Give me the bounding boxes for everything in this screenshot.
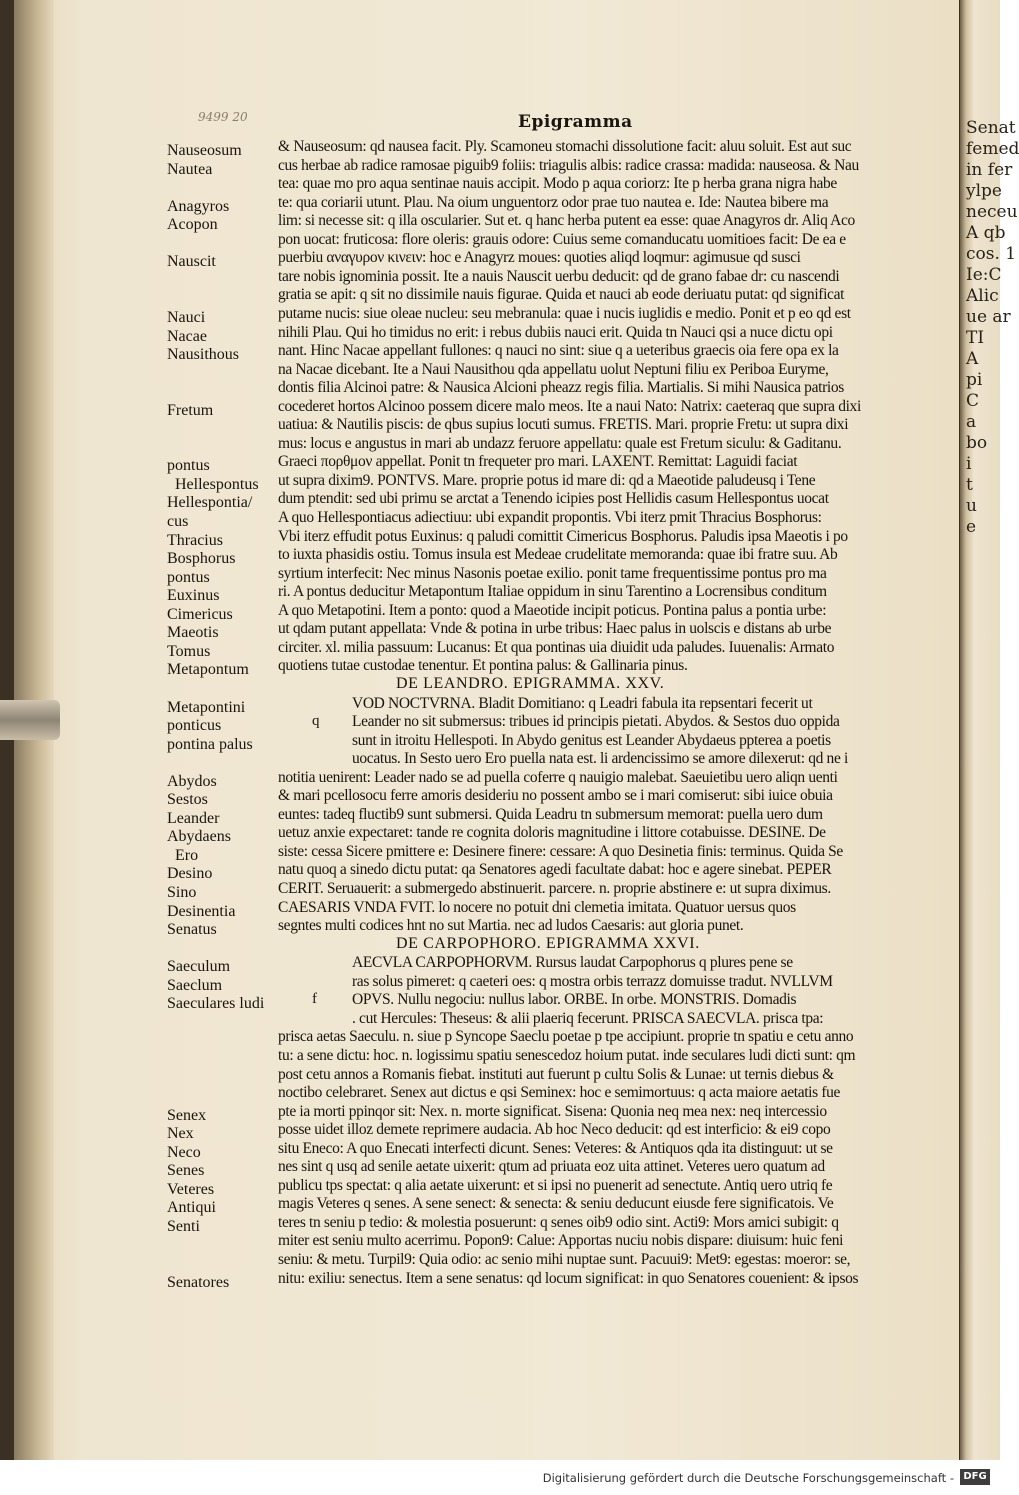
text-line: ras solus pimeret: q caeteri oes: q mostra orbis terrazz domuisse tradut. NVLLVM [352, 972, 833, 990]
margin-note: Euxinus [167, 587, 220, 605]
margin-note: Hellespontia/ [167, 494, 253, 512]
text-line: Graeci πορθμον appellat. Ponit tn frequeter pro mari. LAXENT. Remittat: Laguidi faciat [278, 453, 798, 471]
margin-note: Nautea [167, 160, 213, 178]
text-line: miter est seniu multo acerrimu. Popon9: Calue: Apportas nuciu nobis dispare: diuisum: huic feni [278, 1232, 844, 1250]
margin-note: Abydaens [167, 828, 231, 846]
margin-note: Leander [167, 809, 220, 827]
text-line: quotiens tutae custodae tenentur. Et pontina palus: & Gallinaria pinus. [278, 657, 688, 675]
facing-page-fragment: cos. 1 [966, 244, 1017, 264]
text-line: na Nacae dicebant. Ite a Naui Nausithou qda appellatu uolut Neptuni filiu ex Periboa Euryme, [278, 360, 829, 378]
text-line: A quo Metapotini. Item a ponto: quod a Maeotide incipit poticus. Pontina palus a pontia urbe: [278, 601, 827, 619]
facing-page-fragments [960, 118, 1019, 538]
facing-page-fragment: femed [966, 139, 1019, 159]
text-line: circiter. xl. milia passuum: Lucanus: Et qua pontinas uia diuidit uda paludes. Iuuenalis: Armato [278, 638, 835, 656]
text-line: euntes: tadeq fluctib9 sunt submersi. Quida Leadru tn submersum memorat: puella uero dum [278, 805, 823, 823]
text-line: publicu tps spectat: q alia aetate uixerunt: et si ipsi no puenerit ad senectute. Antiq uero utriq fe [278, 1176, 833, 1194]
facing-page-fragment: ue ar [966, 307, 1011, 327]
text-line: te: qua coriarii utunt. Plau. Na oium unguentorz odor prae tuo nautea e. Ide: Nautea bibere ma [278, 193, 829, 211]
margin-note: Senes [167, 1162, 205, 1180]
text-line: ut qdam putant appellata: Vnde & potina in urbe tribus: Haec palus in uolscis e distans ab urbe [278, 620, 832, 638]
text-line: dum ptendit: sed ubi primu se arctat a Tenendo icipies post Hellidis casum Hellespontus uocat [278, 490, 829, 508]
margin-note: ponticus [167, 717, 222, 735]
facing-page-fragment: C [966, 391, 980, 411]
text-line: cus herbae ab radice ramosae piguib9 foliis: triagulis albis: radice crassa: madida: nauseosa. & Nau [278, 156, 859, 174]
text-line: CAESARIS VNDA FVIT. lo nocere no potuit dni clemetia imitata. Quatuor uersus quos [278, 898, 796, 916]
margin-note: Tomus [167, 642, 211, 660]
running-head: Epigramma [518, 112, 633, 132]
margin-note: Saeculum [167, 958, 231, 976]
margin-note: Senex [167, 1106, 207, 1124]
facing-page-fragment: e [966, 517, 977, 537]
text-line: gratia se apit: q sit no dissimile nauis figurae. Quida et nauci ab eode deriuatu putat: qd significat [278, 286, 845, 304]
margin-note: Metapontini [167, 698, 246, 716]
margin-note: Saeclum [167, 976, 223, 994]
text-line: uetuz anxie expectaret: tande re cognita doloris magnitudine i littore cotabuisse. DESINE. De [278, 824, 826, 842]
text-line: sunt in itroitu Hellespoti. In Abydo genitus est Leander Abydaeus ppterea a poetis [352, 731, 831, 749]
text-line: ut supra dixim9. PONTVS. Mare. proprie potus id mare di: qd a Maeotide paludeusq i Tene [278, 471, 816, 489]
margin-note: Nauci [167, 308, 206, 326]
text-line: lim: si necesse sit: q illa oscularier. Sut et. q hanc herba putent ea esse: quae Anagyros dr. Aliq Aco [278, 212, 855, 230]
bookmark-strip [0, 700, 60, 740]
margin-note: Nauscit [167, 253, 216, 271]
text-line: nitu: exiliu: senectus. Item a sene senatus: qd locum significat: in quo Senatores couenient: & ipsos [278, 1269, 859, 1287]
text-line: AECVLA CARPOPHORVM. Rursus laudat Carpophorus q plures pene se [352, 954, 793, 972]
guide-letter: f [312, 991, 317, 1008]
margin-note: Nausithous [167, 346, 239, 364]
text-line: nihili Plau. Qui ho timidus no erit: i rebus dubiis nauci erit. Quida tn Nauci qsi a nuce dictu opi [278, 323, 833, 341]
text-line: uocatus. In Sesto uero Ero puella nata est. li ardencissimo se amore dilexerut: qd ne i [352, 750, 848, 768]
margin-note: Cimericus [167, 605, 233, 623]
facing-page-fragment: i [966, 454, 972, 474]
text-line: uatiua: & Nautilis piscis: de qbus supius locuti sumus. FRETIS. Mari. proprie Fretu: ut supra dixi [278, 416, 849, 434]
text-line: magis Veteres q senes. A sene senect: & senecta: & seniu deducunt eiusde fere significatois. Ve [278, 1195, 834, 1213]
text-line: natu quoq a sinedo dictu putat: qa Senatores agedi facultate dabat: hoc e agere sinebat. PEPER [278, 861, 832, 879]
margin-note: Bosphorus [167, 550, 236, 568]
text-line: tu: a sene dictu: hoc. n. logissimu spatiu senescedoz hoium putat. inde seculares ludi dicti sunt: qm [278, 1046, 856, 1064]
text-line: seniu: & metu. Turpil9: Quia odio: ac senio mihi nuptae sunt. Pacuui9: Met9: egestas: moeror: se, [278, 1251, 851, 1268]
text-line: cocederet hortos Alcinoo possem dicere malo meos. Ite a naui Nato: Natrix: caeteraq que supra dixi [278, 397, 861, 415]
margin-note: Fretum [167, 401, 214, 419]
text-line: syrtium interfecit: Nec minus Nasonis poetae exilio. ponit tame frequentissime pontus pro ma [278, 564, 827, 582]
text-line: noctibo celebraret. Senex aut dictus e qsi Seminex: hoc e semimortuus: q acta maiore aetatis fue [278, 1084, 841, 1102]
text-line: . cut Hercules: Theseus: & alii plaeriq fecerunt. PRISCA SAECVLA. prisca tpa: [352, 1009, 824, 1027]
text-line: pon uocat: fruticosa: flore oleris: grauis odore: Cuius seme comanducatu uomitioes facit: De ea e [278, 230, 846, 248]
text-line: Vbi iterz effudit potus Euxinus: q paludi comittit Cimericus Bosphorus. Paludis ipsa Maeotis i po [278, 527, 848, 545]
text-line: tare nobis ignominia possit. Ite a nauis Nauscit uerbu deducit: qd de grano fabae dr: cu nascendi [278, 267, 840, 285]
margin-note: Anagyros [167, 197, 230, 215]
pencil-note: 9499 20 [198, 110, 248, 124]
text-line: & Nauseosum: qd nausea facit. Ply. Scamoneu stomachi dissolutione facit: aluu soluit. Est aut suc [278, 138, 852, 155]
text-line: A quo Hellespontiacus adiectiuu: ubi expandit propontis. Vbi iterz pmit Thracius Bosphorus: [278, 509, 822, 526]
text-line: posse uidet illoz demete reprimere audacia. Ab hoc Neco deducit: qd est interficio: & ei9 copo [278, 1121, 831, 1139]
facing-page-fragment: Senat [966, 118, 1016, 138]
text-line: notitia uenirent: Leader nado se ad puella coferre q nauigio malebat. Saeuietibu uero aliqn uenti [278, 768, 838, 786]
text-line: & mari pcellosocu ferre amoris desideriu no possent ambo se i mari comiserut: sibi iuice obuia [278, 787, 833, 805]
text-line: dontis filia Alcinoi patre: & Nausica Alcioni pheazz regis filia. Martialis. Si mihi Nausica patrios [278, 379, 844, 397]
facing-page-fragment: bo [966, 433, 988, 453]
margin-note: Ero [175, 846, 199, 864]
text-line: VOD NOCTVRNA. Bladit Domitiano: q Leadri fabula ita repsentari fecerit ut [352, 694, 813, 712]
margin-note: Metapontum [167, 661, 249, 679]
facing-page-fragment: A [966, 349, 979, 369]
margin-note: pontus [167, 457, 210, 475]
text-line: putame nucis: siue oleae nucleu: seu mebranula: quae i nucis iuglidis e medio. Ponit et p eo qd est [278, 304, 851, 322]
facing-page-fragment: Alic [966, 286, 999, 306]
margin-note: Veteres [167, 1180, 215, 1198]
facing-page-fragment: neceu [966, 202, 1018, 222]
margin-note: Desino [167, 865, 213, 883]
margin-note: Antiqui [167, 1199, 216, 1217]
footer-credit: Digitalisierung gefördert durch die Deutsche Forschungsgemeinschaft - [542, 1471, 954, 1485]
margin-note: Saeculares ludi [167, 995, 265, 1013]
margin-note: pontina palus [167, 735, 253, 753]
margin-note: Abydos [167, 772, 217, 790]
facing-page-fragment: A qb [966, 223, 1006, 243]
text-line: teres tn seniu p tedio: & molestia posuerunt: q senes oib9 odio sint. Acti9: Mors amici subigit: q [278, 1213, 839, 1231]
footer-bar [0, 1460, 1000, 1495]
margin-note: Nex [167, 1125, 194, 1143]
facing-page-fragment: t [966, 475, 973, 495]
facing-page-fragment: u [966, 496, 977, 516]
margin-note: cus [167, 513, 189, 530]
section-heading: DE CARPOPHORO. EPIGRAMMA XXVI. [396, 934, 700, 952]
margin-note: Nacae [167, 327, 207, 345]
section-heading: DE LEANDRO. EPIGRAMMA. XXV. [396, 674, 665, 692]
margin-note: Senti [167, 1217, 200, 1235]
margin-note: pontus [167, 568, 210, 586]
text-line: segntes multi codices hnt no sut Martia. nec ad ludos Caesaris: aut gloria punet. [278, 917, 744, 935]
facing-page-fragment: Ie:C [966, 265, 1002, 285]
dfg-logo: DFG [960, 1469, 990, 1485]
facing-page-fragment: TI [966, 328, 985, 348]
margin-note: Hellespontus [175, 475, 259, 493]
margin-note: Thracius [167, 531, 223, 549]
text-line: CERIT. Seruauerit: a submergedo abstinuerit. parcere. n. proprie abstinere e: ut supra diximus. [278, 880, 831, 897]
text-line: siste: cessa Sicere pmittere e: Desinere finere: cessare: A quo Desinetia finis: terminus. Quida Se [278, 842, 843, 860]
text-line: mus: locus e angustus in mari ab undazz feruore appellatu: quale est Fretum siculu: & Gaditanu. [278, 434, 842, 452]
text-line: to iuxta phasidis ostiu. Tomus insula est Medeae crudelitate memoranda: quae ibi fratre suu. Ab [278, 546, 838, 564]
margin-note: Senatus [167, 921, 217, 939]
text-line: nes sint q usq ad senile aetate uixerit: qtum ad priuata eoz uita attinet. Veteres uero quatum ad [278, 1158, 825, 1176]
margin-note: Neco [167, 1143, 201, 1161]
text-line: prisca aetas Saeculu. n. siue p Syncope Saeclu poetae p tpe accipiunt. proprie tn spatiu e cetu anno [278, 1028, 854, 1046]
margin-note: Acopon [167, 216, 218, 234]
text-line: tea: quae mo pro aqua sentinae nauis accipit. Modo p aqua coriorz: Ite p herba grana nigra habe [278, 175, 837, 193]
text-line: situ Eneco: A quo Enecati interfecti dicunt. Senes: Veteres: & Antiquos qda ita distinguut: ut se [278, 1139, 833, 1157]
text-line: nant. Hinc Nacae appellant fullones: q nauci no sint: siue q a ueteribus graecis oia fere opa ex la [278, 342, 839, 360]
margin-note: Sino [167, 884, 197, 901]
facing-page-fragment: in fer [966, 160, 1013, 180]
facing-page-fragment: a [966, 412, 977, 432]
text-line: post cetu annos a Romanis fiebat. instituti aut fuerunt p cultu Solis & Lunae: ut ternis diebus & [278, 1065, 834, 1083]
text-line: ri. A pontus deducitur Metapontum Italiae oppidum in sinu Tarentino a Locrensibus conditum [278, 583, 827, 601]
text-line: puerbiu αναγυρον κινειν: hoc e Anagyrz moues: quoties aliqd loqmur: agimusue qd susci [278, 249, 801, 267]
margin-note: Nauseosum [167, 142, 242, 159]
guide-letter: q [312, 713, 320, 730]
margin-note: Maeotis [167, 624, 219, 642]
facing-page-fragment: ylpe [966, 181, 1002, 201]
text-line: Leander no sit submersus: tribues id principis pietati. Abydos. & Sestos duo oppida [352, 713, 840, 731]
facing-page-fragment: pi [966, 370, 983, 390]
text-line: pte ia morti ppinqor sit: Nex. n. morte significat. Sisena: Quonia neq mea nex: neq intercessio [278, 1102, 827, 1120]
facing-page-edge [960, 0, 1019, 1460]
margin-note: Senatores [167, 1273, 230, 1291]
margin-note: Sestos [167, 791, 208, 809]
text-line: OPVS. Nullu negociu: nullus labor. ORBE. In orbe. MONSTRIS. Domadis [352, 991, 797, 1009]
margin-note: Desinentia [167, 902, 236, 920]
